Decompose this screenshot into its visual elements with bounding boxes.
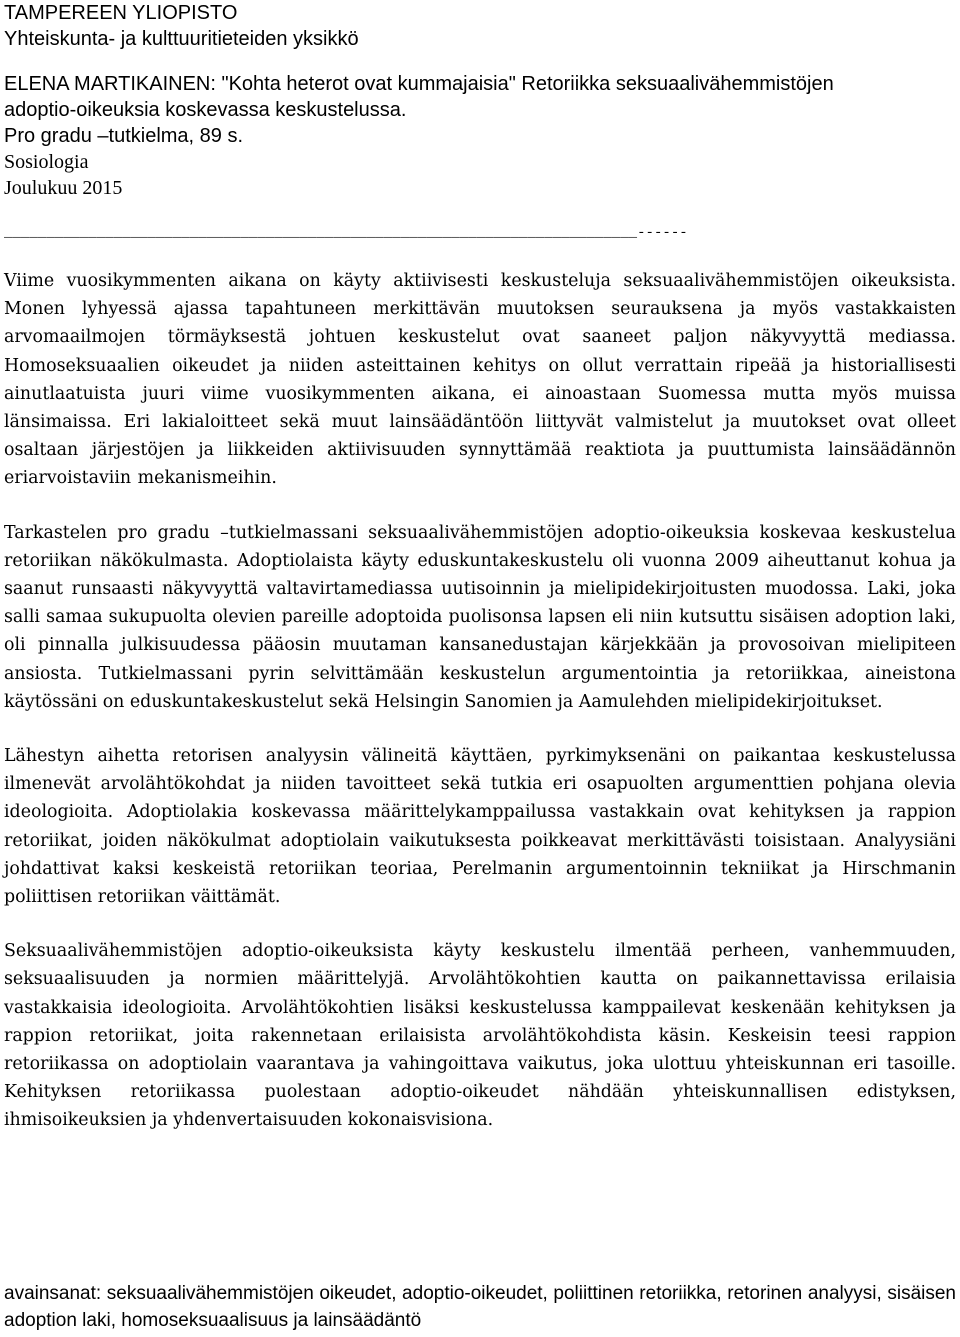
abstract-page xyxy=(4,0,956,1331)
subject: Sosiologia xyxy=(4,151,89,173)
separator-line: ___________________________________________________________________________------ xyxy=(4,225,688,241)
abstract-paragraph-1: Viime vuosikymmenten aikana on käyty aktiivisesti keskusteluja seksuaalivähemmistöjen oikeuksista. Monen lyhyessä ajassa tapahtuneen merkittävän muutoksen seurauksena ja myös vastakkaisten arvomaailmojen törmäyksestä johtuen keskustelut ovat saaneet paljon näkyvyyttä mediassa. Homoseksuaalien oikeudet ja niiden asteittainen kehitys on ollut verrattain ripeää ja historiallisesti ainutlaatuista juuri viime vuosikymmenten aikana, ei ainoastaan Suomessa mutta myös muissa länsimaissa. Eri lakialoitteet sekä muut lainsäädäntöön liittyvät valmistelut ja muutokset ovat olleet osaltaan järjestöjen ja liikkeiden aktiivisuuden synnyttämää reaktiota ja puuttumista lainsäädännön eriarvoistaviin mekanismeihin. xyxy=(4,271,956,489)
abstract-body xyxy=(4,267,956,1135)
abstract-paragraph-2: Tarkastelen pro gradu –tutkielmassani seksuaalivähemmistöjen adoptio-oikeuksia koskevaa keskustelua retoriikan näkökulmasta. Adoptiolaista käyty eduskuntakeskustelu oli vuonna 2009 aiheuttanut kohua ja saanut runsaasti näkyvyyttä valtavirtamediassa uutisoinnin ja mielipidekirjoitusten muodossa. Laki, joka salli samaa sukupuolta olevien pareille adoptoida puolisonsa lapsen eli niin kutsuttu sisäisen adoption laki, oli pinnalla julkisuudessa pääosin muutaman kansanedustajan kärjekkään ja provosoivan mielipiteen ansiosta. Tutkielmassani pyrin selvittämään keskustelun argumentointia ja retoriikkaa, aineistona käytössäni on eduskuntakeskustelut sekä Helsingin Sanomien ja Aamulehden mielipidekirjoitukset. xyxy=(4,522,956,712)
date: Joulukuu 2015 xyxy=(4,177,123,199)
abstract-paragraph-4: Seksuaalivähemmistöjen adoptio-oikeuksista käyty keskustelu ilmentää perheen, vanhemmuuden, seksuaalisuuden ja normien määrittelyjä. Arvolähtökohtien kautta on paikannettavissa erilaisia vastakkaisia ideologioita. Arvolähtökohtien lisäksi keskustelussa kamppailevat keskenään kehityksen ja rappion retoriikat, joita rakennetaan erilaisista arvolähtökohdista käsin. Keskeisin teesi rappion retoriikassa on adoptiolain vaarantava ja vahingoittava vaikutus, joka ulottuu yhteiskunnan eri tasoille. Kehityksen retoriikassa puolestaan adoptio-oikeudet nähdään yhteiskunnallisen edistyksen, ihmisoikeuksien ja yhdenvertaisuuden kokonaisvisiona. xyxy=(4,941,956,1131)
author-title-line-2: adoptio-oikeuksia koskevassa keskustelussa. xyxy=(4,99,407,121)
keywords: avainsanat: seksuaalivähemmistöjen oikeudet, adoptio-oikeudet, poliittinen retoriikka, retorinen analyysi, sisäisen adoption laki, homoseksuaalisuus ja lainsäädäntö xyxy=(4,1283,956,1331)
thesis-header xyxy=(4,0,956,201)
author-title-line-1: ELENA MARTIKAINEN: "Kohta heterot ovat kummajaisia" Retoriikka seksuaalivähemmistöjen xyxy=(4,73,834,95)
header-gap xyxy=(4,52,956,71)
thesis-type: Pro gradu –tutkielma, 89 s. xyxy=(4,125,244,147)
unit-name: Yhteiskunta- ja kulttuuritieteiden yksikkö xyxy=(4,28,359,50)
abstract-paragraph-3: Lähestyn aihetta retorisen analyysin välineitä käyttäen, pyrkimyksenäni on paikantaa keskustelussa ilmenevät arvolähtökohdat ja niiden tavoitteet sekä tutkia eri osapuolten argumenttien pohjana olevia ideologioita. Adoptiolakia koskevassa määrittelykamppailussa vastakkain ovat kehityksen ja rappion retoriikat, joiden näkökulmat adoptiolain vaikutuksesta poikkeavat merkittävästi toisistaan. Analyysiäni johdattivat kaksi keskeistä retoriikan teoriaa, Perelmanin argumentoinnin tekniikat ja Hirschmanin poliittisen retoriikan väittämät. xyxy=(4,746,956,908)
university-name: TAMPEREEN YLIOPISTO xyxy=(4,2,238,24)
